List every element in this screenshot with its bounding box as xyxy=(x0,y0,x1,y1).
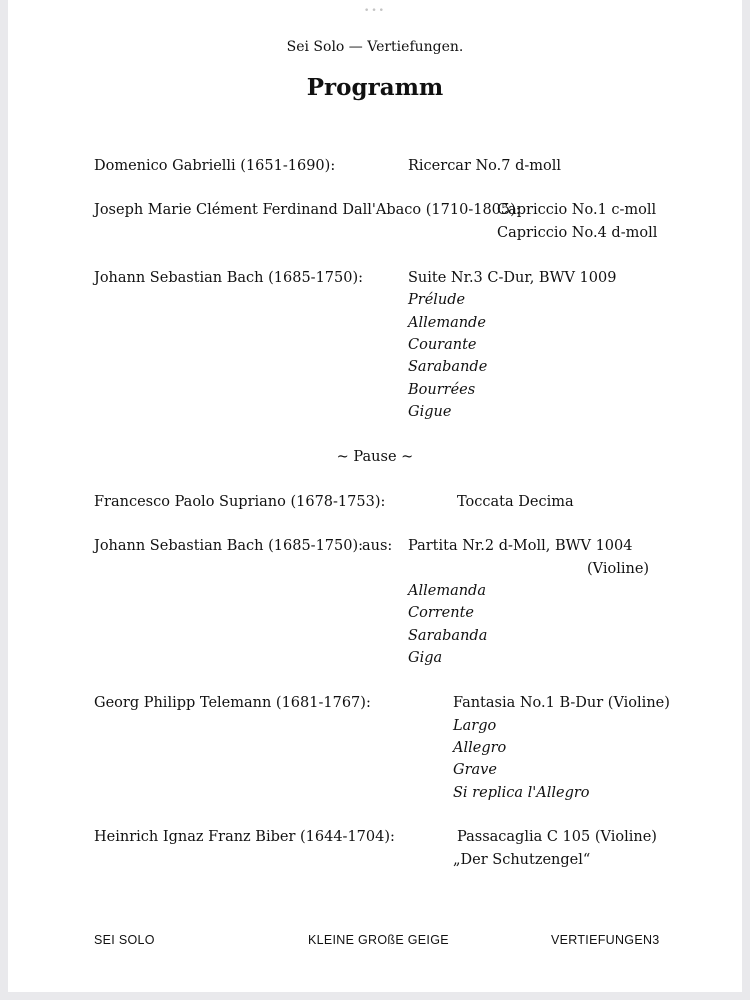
footer-center: KLEINE GROßE GEIGE xyxy=(308,933,449,947)
work-supriano: Toccata Decima xyxy=(457,494,574,510)
movement: Giga xyxy=(408,650,443,666)
movement: Sarabande xyxy=(408,359,488,375)
composer-biber: Heinrich Ignaz Franz Biber (1644-1704): xyxy=(94,829,395,845)
work-bach-1: Suite Nr.3 C-Dur, BWV 1009 xyxy=(408,270,617,286)
movement: Bourrées xyxy=(408,382,476,398)
movement: Allemanda xyxy=(408,583,486,599)
work-dallabaco-1: Capriccio No.1 c-moll xyxy=(497,202,657,218)
work-telemann: Fantasia No.1 B-Dur (Violine) xyxy=(453,695,670,711)
work-gabrielli: Ricercar No.7 d-moll xyxy=(408,158,562,174)
movement: Allegro xyxy=(453,740,507,756)
intermission-label: ~ Pause ~ xyxy=(336,449,414,465)
composer-dallabaco: Joseph Marie Clément Ferdinand Dall'Abaco (1710-1805): xyxy=(94,202,521,218)
drag-handle-dots[interactable]: ••• xyxy=(364,6,386,16)
movement: Courante xyxy=(408,337,477,353)
work-bach-2: Partita Nr.2 d-Moll, BWV 1004 xyxy=(408,538,633,554)
composer-gabrielli: Domenico Gabrielli (1651-1690): xyxy=(94,158,336,174)
footer-right: VERTIEFUNGEN3 xyxy=(551,933,660,947)
movement: Allemande xyxy=(408,315,486,331)
composer-bach-1: Johann Sebastian Bach (1685-1750): xyxy=(94,270,364,286)
footer-left: SEI SOLO xyxy=(94,933,155,947)
page-title: Programm xyxy=(306,74,444,101)
composer-supriano: Francesco Paolo Supriano (1678-1753): xyxy=(94,494,386,510)
work-biber-subtitle: „Der Schutzengel“ xyxy=(453,852,591,868)
movement: Prélude xyxy=(408,292,466,308)
movement: Sarabanda xyxy=(408,628,488,644)
work-biber: Passacaglia C 105 (Violine) xyxy=(457,829,657,845)
composer-bach-2: Johann Sebastian Bach (1685-1750): xyxy=(94,538,364,554)
movement: Corrente xyxy=(408,605,475,621)
movement: Grave xyxy=(453,762,497,778)
concert-subtitle: Sei Solo — Vertiefungen. xyxy=(286,39,464,55)
movement: Gigue xyxy=(408,404,452,420)
composer-telemann: Georg Philipp Telemann (1681-1767): xyxy=(94,695,371,711)
movement: Si replica l'Allegro xyxy=(453,785,590,801)
work-prefix-aus: aus: xyxy=(362,538,393,554)
movement: Largo xyxy=(453,718,497,734)
work-dallabaco-2: Capriccio No.4 d-moll xyxy=(497,225,658,241)
instrument-violine: (Violine) xyxy=(587,561,650,577)
